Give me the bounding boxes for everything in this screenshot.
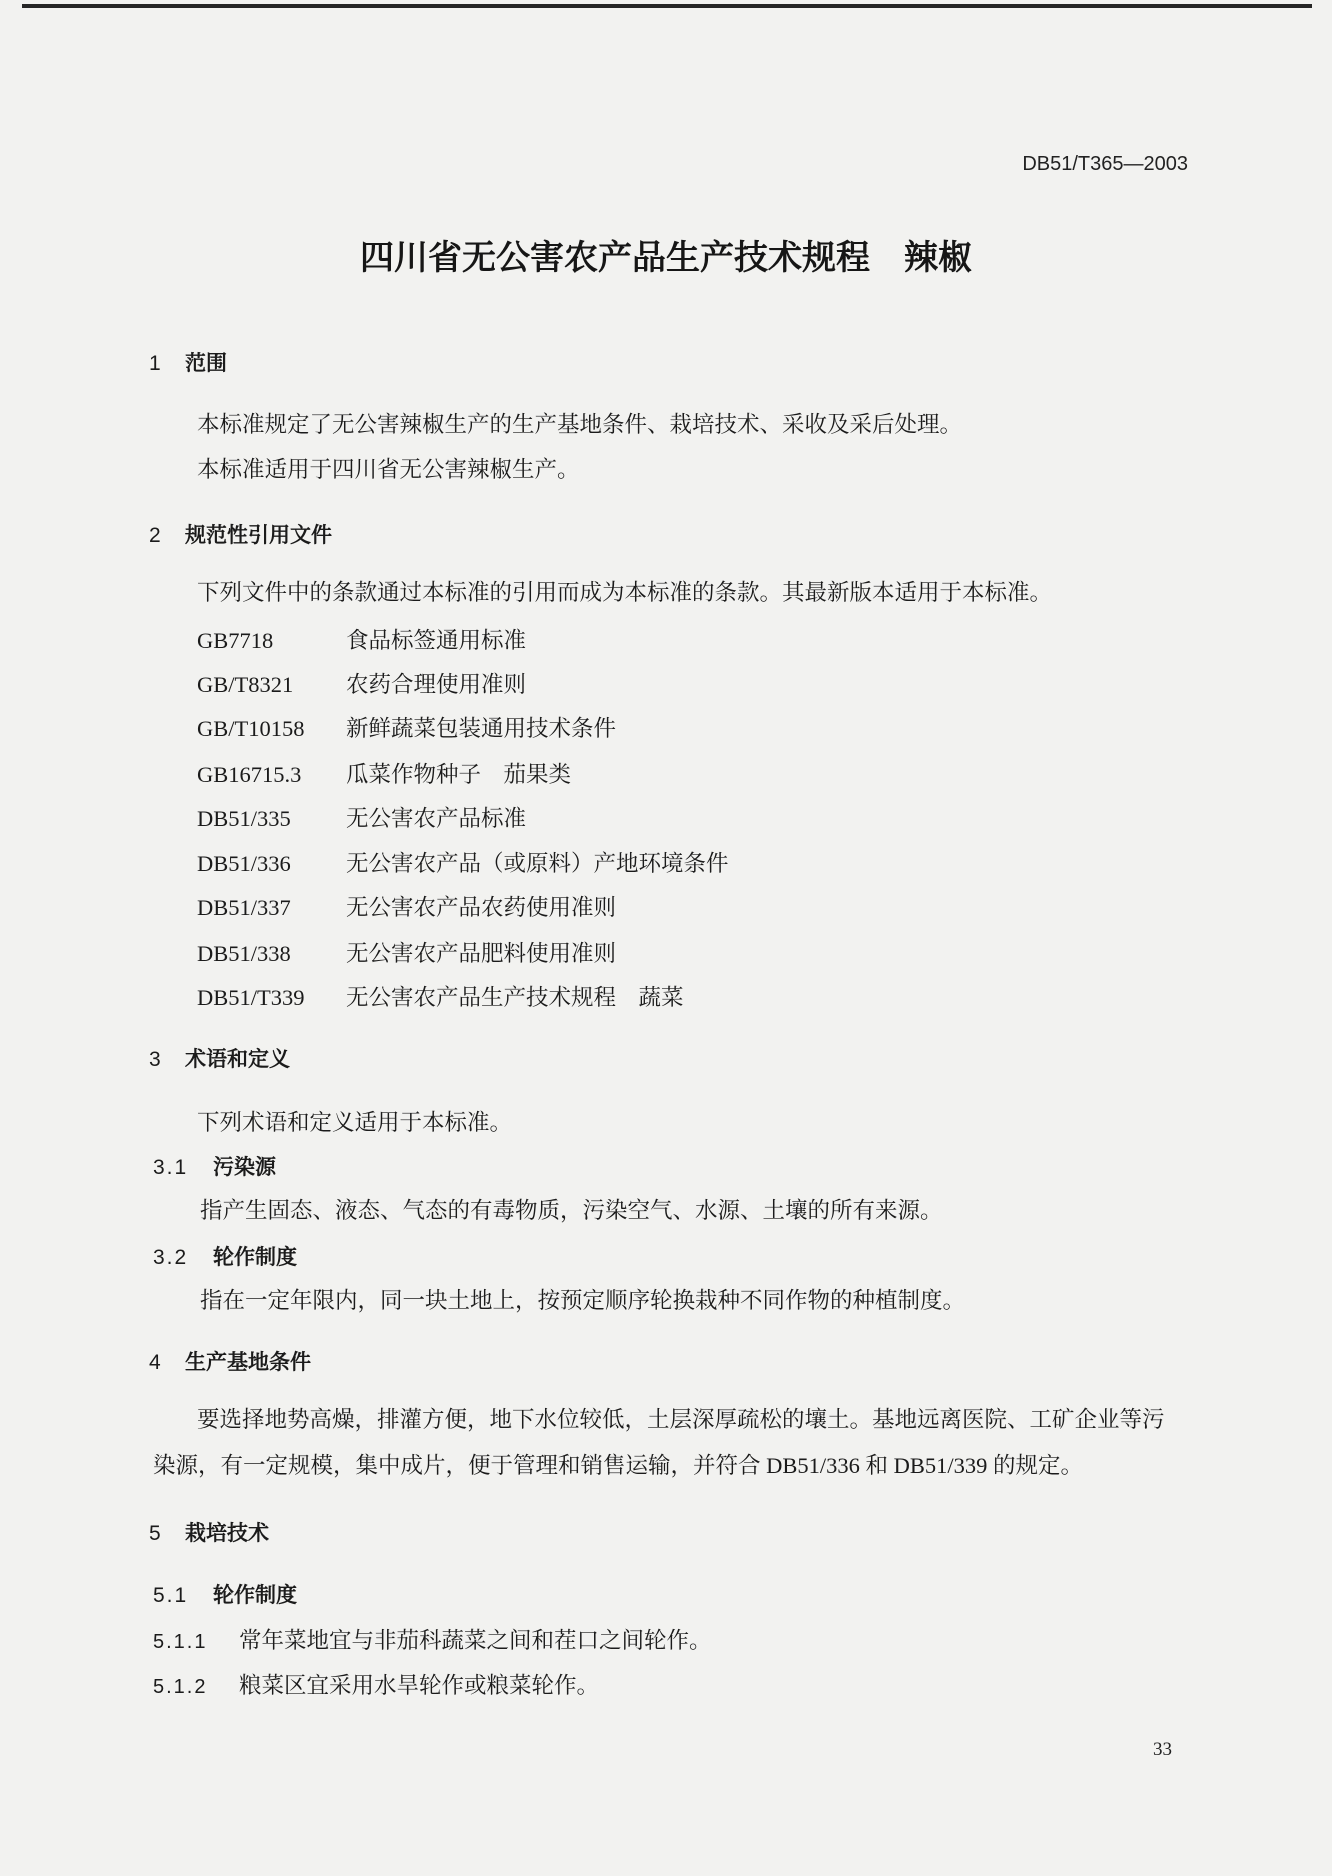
clause-text: 粮菜区宜采用水旱轮作或粮菜轮作。 xyxy=(239,1673,600,1698)
paragraph: 本标准适用于四川省无公害辣椒生产。 xyxy=(197,457,580,482)
reference-code: GB7718 xyxy=(197,628,274,653)
reference-item xyxy=(197,939,616,969)
section-number: 4 xyxy=(149,1351,161,1374)
section-number: 1 xyxy=(149,352,161,375)
reference-code: DB51/338 xyxy=(197,941,291,966)
paragraph: 下列文件中的条款通过本标准的引用而成为本标准的条款。其最新版本适用于本标准。 xyxy=(197,580,1053,605)
term-heading xyxy=(153,1243,297,1273)
clause xyxy=(153,1626,712,1657)
section-heading-1 xyxy=(149,349,227,379)
reference-code: DB51/336 xyxy=(197,851,291,876)
section-number: 3 xyxy=(149,1048,161,1071)
clause-number: 5.1.1 xyxy=(153,1631,208,1653)
term-name: 污染源 xyxy=(213,1156,276,1179)
reference-title: 无公害农产品生产技术规程 蔬菜 xyxy=(346,985,684,1010)
section-number: 5 xyxy=(149,1522,161,1545)
reference-item xyxy=(197,760,571,790)
clause xyxy=(153,1671,599,1702)
reference-item xyxy=(197,849,729,879)
section-heading-4 xyxy=(149,1348,311,1378)
term-number: 3.1 xyxy=(153,1156,189,1179)
reference-title: 无公害农产品标准 xyxy=(346,806,527,831)
reference-title: 无公害农产品肥料使用准则 xyxy=(346,941,617,966)
section-title: 规范性引用文件 xyxy=(185,524,332,547)
reference-item xyxy=(197,983,684,1013)
section-heading-5 xyxy=(149,1519,269,1549)
paragraph: 本标准规定了无公害辣椒生产的生产基地条件、栽培技术、采收及采后处理。 xyxy=(197,412,963,437)
clause-text: 常年菜地宜与非茄科蔬菜之间和茬口之间轮作。 xyxy=(239,1628,712,1653)
subsection-title: 轮作制度 xyxy=(213,1584,297,1607)
reference-code: GB/T10158 xyxy=(197,716,305,741)
reference-title: 食品标签通用标准 xyxy=(346,628,527,653)
reference-item xyxy=(197,893,616,923)
reference-code: DB51/T339 xyxy=(197,985,305,1010)
reference-title: 无公害农产品（或原料）产地环境条件 xyxy=(346,851,729,876)
paragraph-line: 染源，有一定规模，集中成片，便于管理和销售运输，并符合 DB51/336 和 DB51/339 的规定。 xyxy=(153,1453,1084,1478)
term-number: 3.2 xyxy=(153,1246,189,1269)
reference-item xyxy=(197,804,526,834)
reference-title: 无公害农产品农药使用准则 xyxy=(346,895,617,920)
paragraph: 下列术语和定义适用于本标准。 xyxy=(197,1110,513,1135)
clause-number: 5.1.2 xyxy=(153,1676,208,1698)
reference-title: 瓜菜作物种子 茄果类 xyxy=(346,762,572,787)
paragraph-line: 要选择地势高燥，排灌方便，地下水位较低，土层深厚疏松的壤土。基地远离医院、工矿企业等污 xyxy=(197,1407,1165,1432)
page-number: 33 xyxy=(1153,1739,1172,1760)
term-heading xyxy=(153,1153,276,1183)
section-heading-2 xyxy=(149,521,332,551)
section-number: 2 xyxy=(149,524,161,547)
section-title: 术语和定义 xyxy=(185,1048,290,1071)
reference-code: GB16715.3 xyxy=(197,762,302,787)
term-definition: 指产生固态、液态、气态的有毒物质，污染空气、水源、土壤的所有来源。 xyxy=(200,1198,943,1223)
top-rule xyxy=(22,4,1312,8)
reference-title: 新鲜蔬菜包装通用技术条件 xyxy=(346,716,617,741)
reference-item xyxy=(197,670,526,700)
standard-code: DB51/T365—2003 xyxy=(1022,153,1188,175)
section-title: 生产基地条件 xyxy=(185,1351,311,1374)
document-title: 四川省无公害农产品生产技术规程 辣椒 xyxy=(360,239,972,277)
subsection-number: 5.1 xyxy=(153,1584,189,1607)
term-name: 轮作制度 xyxy=(213,1246,297,1269)
term-definition: 指在一定年限内，同一块土地上，按预定顺序轮换栽种不同作物的种植制度。 xyxy=(200,1288,966,1313)
reference-code: DB51/337 xyxy=(197,895,291,920)
reference-code: DB51/335 xyxy=(197,806,291,831)
reference-item xyxy=(197,714,616,744)
reference-title: 农药合理使用准则 xyxy=(346,672,527,697)
section-title: 栽培技术 xyxy=(185,1522,269,1545)
subsection-heading xyxy=(153,1581,297,1611)
section-title: 范围 xyxy=(185,352,227,375)
section-heading-3 xyxy=(149,1045,290,1075)
reference-code: GB/T8321 xyxy=(197,672,294,697)
reference-item xyxy=(197,626,526,656)
